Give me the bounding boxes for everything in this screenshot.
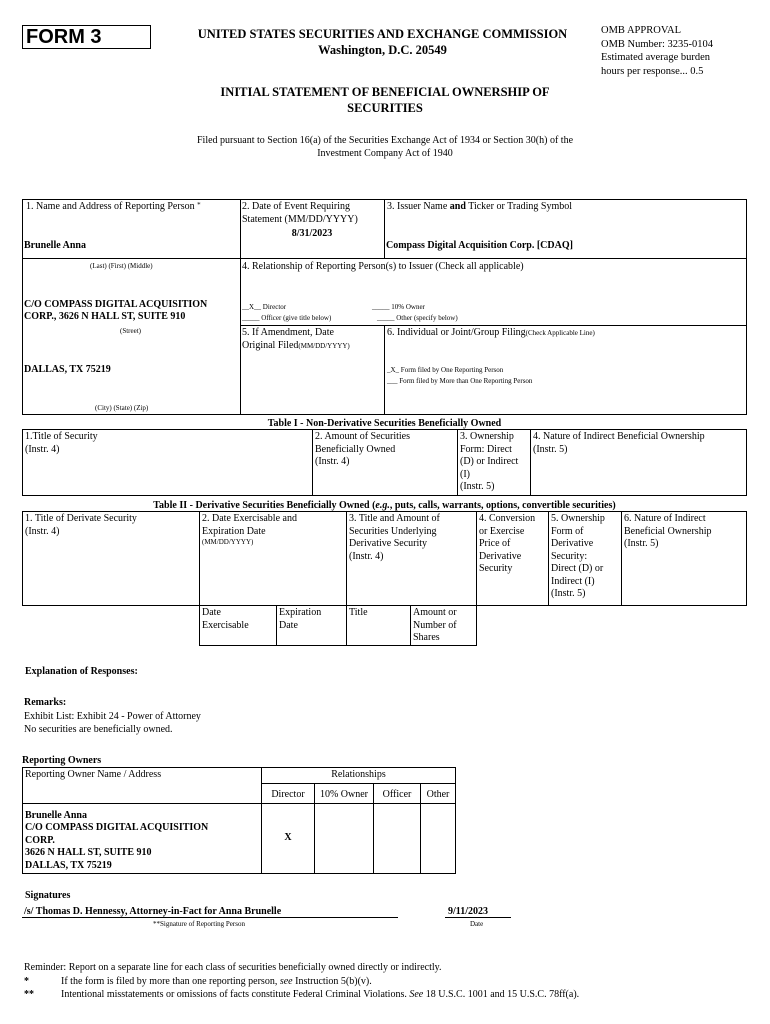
box5-label [242,327,350,352]
one-reporting-person-option[interactable]: _X_ Form filed by One Reporting Person [387,366,504,374]
table2-col-ownership-form: 5. Ownership Form of Derivative Security: Direct (D) or Indirect (I) (Instr. 5) [551,513,605,599]
signature-date: 9/11/2023 [448,906,489,917]
box4-label: 4. Relationship of Reporting Person(s) to Issuer (Check all applicable) [242,261,524,272]
other-checkbox[interactable]: _____ Other (specify below) [377,314,458,322]
officer-header: Officer [374,783,421,803]
omb-approval-label: OMB APPROVAL [601,25,682,36]
table2-sub-date-exercisable: Date Exercisable [202,607,249,631]
table2-sub-title: Title [349,607,368,618]
remarks-heading: Remarks: [24,697,67,708]
table2-col-nature: 6. Nature of Indirect Beneficial Ownership (Instr. 5) [624,513,712,549]
street-line2: CORP., 3626 N HALL ST, SUITE 910 [24,311,186,322]
omb-approval-box [601,24,761,78]
reporting-owners-heading: Reporting Owners [22,755,102,766]
table2-col-conversion: 4. Conversion or Exercise Price of Derivative Security [479,513,536,574]
ten-percent-header: 10% Owner [315,783,374,803]
page-title-line1: INITIAL STATEMENT OF BENEFICIAL OWNERSHIP OF [220,85,550,99]
event-date: 8/31/2023 [291,228,333,239]
director-cell: X [262,803,315,874]
date-line [445,917,511,918]
signatures-heading: Signatures [25,890,71,901]
filed-pursuant-note [150,134,620,160]
box3-label-and: and [449,201,466,212]
officer-checkbox[interactable]: _____ Officer (give title below) [242,314,332,322]
filed-line1: Filed pursuant to Section 16(a) of the Securities Exchange Act of 1934 or Section 30(h) of the [196,135,574,146]
footnote-star-2: ** [24,989,34,1000]
box5-label-2: Original Filed(MM/DD/YYYY) [242,339,350,351]
signature-line [22,917,398,918]
officer-cell [374,803,421,874]
street-line1: C/O COMPASS DIGITAL ACQUISITION [24,299,208,310]
owner-name-header: Reporting Owner Name / Address [23,768,262,804]
relationships-header: Relationships [262,768,456,784]
table-row [23,803,456,874]
omb-burden-1: Estimated average burden [601,52,711,63]
remarks-line1: Exhibit List: Exhibit 24 - Power of Attorney [24,711,201,722]
director-checkbox[interactable]: __X__ Director [242,303,287,311]
table1-col-amount: 2. Amount of Securities Beneficially Owned (Instr. 4) [315,431,410,467]
multiple-reporting-persons-option[interactable]: ___ Form filed by More than One Reporting Person [387,377,533,385]
page-title-line2: SECURITIES [347,101,423,115]
box1-label: 1. Name and Address of Reporting Person * [26,201,201,212]
table2-sub-amount: Amount or Number of Shares [413,607,457,643]
box2-label [242,201,358,226]
agency-header [170,26,595,58]
footnote-2: Intentional misstatements or omissions of facts constitute Federal Criminal Violations. See 18 U.S.C. 1001 and 15 U.S.C. 78ff(a). [61,989,580,1000]
agency-location: Washington, D.C. 20549 [318,43,447,57]
other-cell [421,803,456,874]
owner-name-address-cell: Brunelle Anna C/O COMPASS DIGITAL ACQUISITION CORP. 3626 N HALL ST, SUITE 910 DALLAS, TX 75219 [23,803,262,874]
box6-label: 6. Individual or Joint/Group Filing(Check Applicable Line) [387,327,595,338]
footnote-star-1: * [24,976,29,987]
omb-number: OMB Number: 3235-0104 [601,38,713,50]
box5-label-1: 5. If Amendment, Date [242,327,334,338]
reporting-person-name: Brunelle Anna [24,240,86,251]
table1-col-title: 1.Title of Security (Instr. 4) [25,431,98,455]
table1-title: Table I - Non-Derivative Securities Beneficially Owned [267,418,502,429]
box2-label-1: 2. Date of Event Requiring [242,201,351,212]
issuer-name-ticker: Compass Digital Acquisition Corp. [CDAQ] [386,240,573,251]
reminder-note: Reminder: Report on a separate line for each class of securities beneficially owned directly or indirectly. [24,962,442,973]
agency-name: UNITED STATES SECURITIES AND EXCHANGE COMMISSION [197,27,568,41]
page-title [170,84,600,116]
omb-burden-2: hours per response... 0.5 [601,65,704,77]
reporting-owners-table [22,767,456,874]
city-state-zip: DALLAS, TX 75219 [24,364,111,375]
filed-line2: Investment Company Act of 1940 [317,148,453,159]
remarks-line2: No securities are beneficially owned. [24,724,173,735]
other-header: Other [421,783,456,803]
footnote-mark: * [197,201,201,209]
table2-col-underlying: 3. Title and Amount of Securities Underlying Derivative Security (Instr. 4) [349,513,440,562]
box3-label: 3. Issuer Name and Ticker or Trading Symbol [387,201,573,212]
signature-name: /s/ Thomas D. Hennessy, Attorney-in-Fact for Anna Brunelle [24,906,282,917]
street-caption: (Street) [120,327,141,335]
table2-title: Table II - Derivative Securities Beneficially Owned (e.g., puts, calls, warrants, options, convertible securities) [153,500,616,511]
form-label: FORM 3 [22,25,151,49]
table2-col-title: 1. Title of Derivate Security (Instr. 4) [25,513,137,537]
table1-col-ownership-form: 3. Ownership Form: Direct (D) or Indirect (I) (Instr. 5) [460,431,519,492]
box2-label-2: Statement (MM/DD/YYYY) [242,213,358,225]
name-caption: (Last) (First) (Middle) [90,262,153,270]
explanation-heading: Explanation of Responses: [25,666,138,677]
city-caption: (City) (State) (Zip) [95,404,149,412]
table2-col-dates: 2. Date Exercisable and Expiration Date (MM/DD/YYYY) [202,513,297,546]
table1-col-nature: 4. Nature of Indirect Beneficial Ownership (Instr. 5) [533,431,705,455]
footnote-1: If the form is filed by more than one reporting person, see Instruction 5(b)(v). [61,976,372,987]
table2-sub-expiration: Expiration Date [279,607,322,631]
date-caption: Date [470,920,484,928]
signature-caption: **Signature of Reporting Person [153,920,245,928]
director-header: Director [262,783,315,803]
ten-percent-cell [315,803,374,874]
ten-percent-owner-checkbox[interactable]: _____ 10% Owner [372,303,425,311]
